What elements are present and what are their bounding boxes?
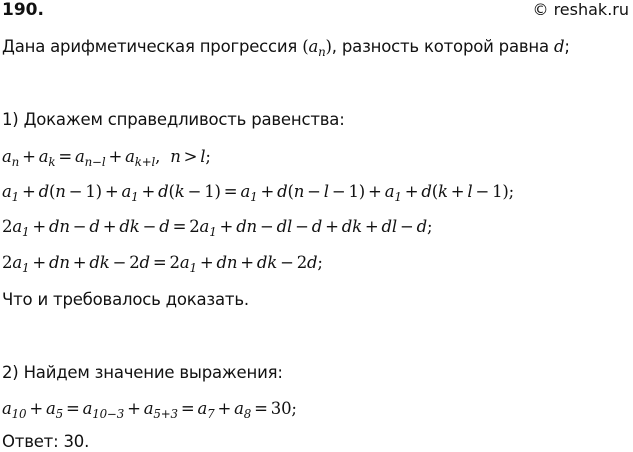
intro-line <box>2 37 570 60</box>
equation-3: $2a_1$ + dn − d + dk − $d = 2a_1$ + dn − dl − d + dk + dl − d; <box>2 217 433 240</box>
equation-5: $a_{10} + a_5 = a_{10-3} + a_{5+3} = a_7 + a_8 = 30$; <box>2 399 297 422</box>
equation-4: $2a_1$ + dn + dk − $2d = 2a_1$ + dn + dk − 2d; <box>2 253 323 276</box>
part1-heading: 1) Докажем справедливость равенства: <box>2 110 345 129</box>
equation-1: $a_n + a_k = a_{n-l} + a_{k+l}$, n > l; <box>2 147 211 170</box>
intro-text-after: , разность которой равна <box>331 37 554 56</box>
answer-text: Ответ: 30. <box>2 432 90 451</box>
difference-symbol: d <box>553 37 565 56</box>
intro-text: Дана арифметическая прогрессия <box>2 37 303 56</box>
sequence-symbol: $(a_n)$ <box>302 37 332 60</box>
intro-end: ; <box>564 37 570 56</box>
part2-heading: 2) Найдем значение выражения: <box>2 363 283 382</box>
watermark: © reshak.ru <box>532 0 629 19</box>
problem-number: 190. <box>2 0 44 20</box>
equation-2: $a_1 + d(n - 1) + a_1 + d(k - 1) = a_1 + d(n - l - 1) + a_1 + d(k + l - 1)$; <box>2 182 515 205</box>
conclusion-text: Что и требовалось доказать. <box>2 290 249 309</box>
